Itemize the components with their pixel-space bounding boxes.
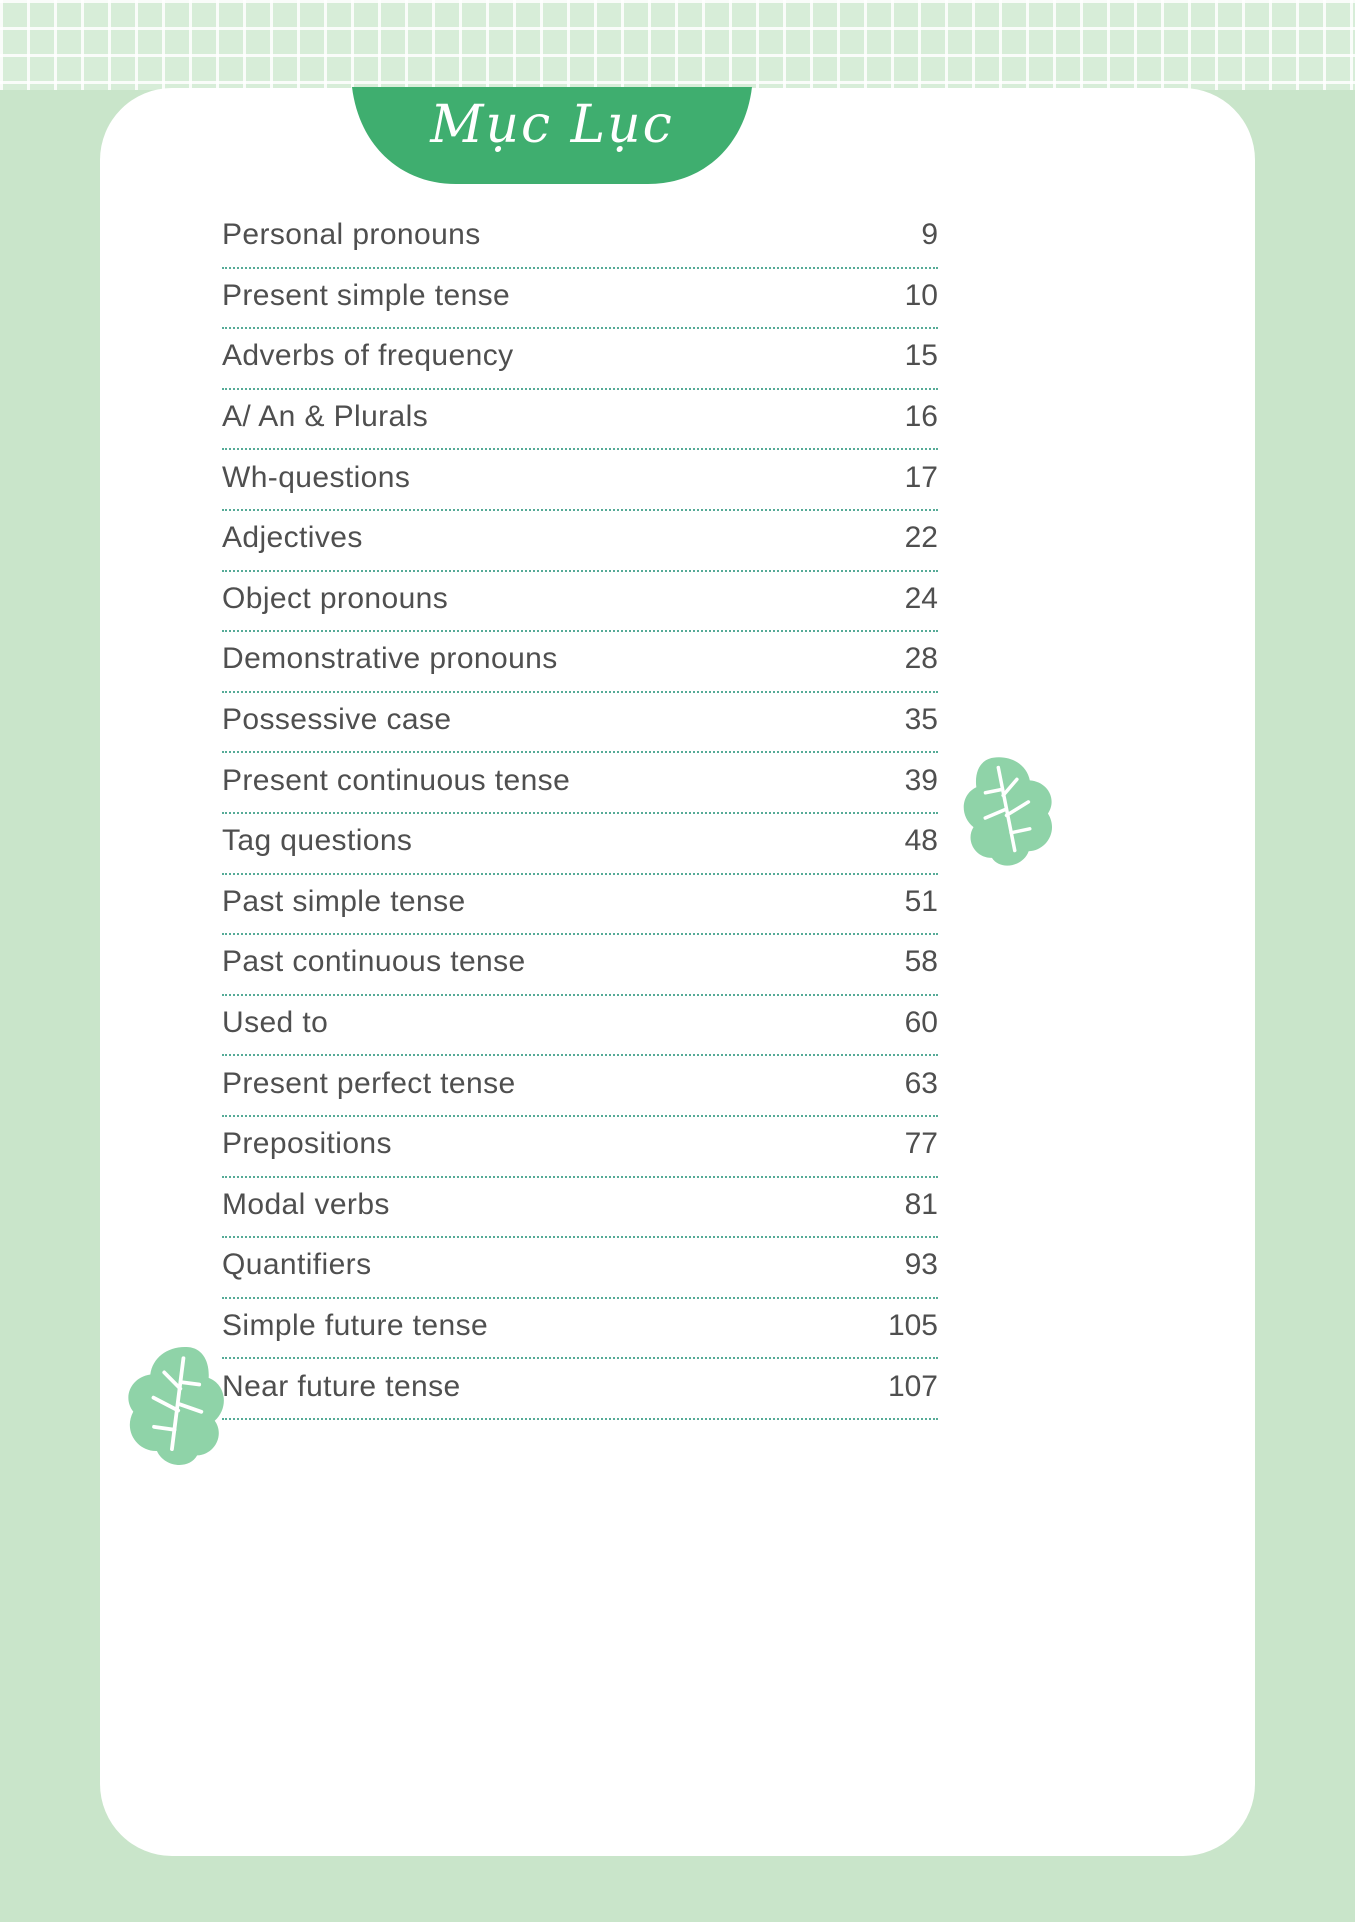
toc-row: [222, 572, 938, 633]
toc-entry-page: 105: [887, 1308, 938, 1342]
toc-entry-label: Present perfect tense: [222, 1066, 516, 1100]
title-banner: [352, 87, 752, 185]
toc-entry-page: 9: [921, 218, 938, 252]
toc-entry-page: 24: [904, 581, 938, 615]
toc-entry-label: Near future tense: [222, 1369, 461, 1403]
toc-row: [222, 1117, 938, 1178]
toc-entry-label: Quantifiers: [222, 1248, 372, 1282]
toc-entry-label: Adverbs of frequency: [222, 339, 514, 373]
toc-row: [222, 390, 938, 451]
toc-row: [222, 753, 938, 814]
toc-row: [222, 1178, 938, 1239]
grid-pattern-strip: [0, 0, 1355, 90]
toc-entry-label: Modal verbs: [222, 1187, 390, 1221]
toc-row: [222, 208, 938, 269]
toc-row: [222, 875, 938, 936]
toc-entry-label: Past simple tense: [222, 884, 466, 918]
toc-entry-label: Prepositions: [222, 1127, 392, 1161]
toc-entry-label: Present simple tense: [222, 278, 511, 312]
toc-entry-page: 10: [904, 278, 938, 312]
toc-entry-page: 81: [904, 1187, 938, 1221]
toc-row: [222, 269, 938, 330]
toc-row: [222, 693, 938, 754]
toc-entry-page: 28: [904, 642, 938, 676]
toc-entry-label: Present continuous tense: [222, 763, 571, 797]
toc-entry-label: Tag questions: [222, 824, 413, 858]
toc-entry-page: 17: [904, 460, 938, 494]
toc-entry-page: 15: [904, 339, 938, 373]
page-title: Mục Lục: [430, 95, 674, 155]
toc-entry-page: 63: [904, 1066, 938, 1100]
toc-entry-label: Possessive case: [222, 703, 452, 737]
toc-entry-page: 93: [904, 1248, 938, 1282]
toc-entry-label: Simple future tense: [222, 1308, 489, 1342]
leaf-icon: [944, 737, 1076, 882]
toc-entry-page: 39: [904, 763, 938, 797]
toc-entry-label: Demonstrative pronouns: [222, 642, 558, 676]
toc-row: [222, 511, 938, 572]
toc-entry-page: 22: [904, 521, 938, 555]
toc-entry-page: 60: [904, 1006, 938, 1040]
toc-row: [222, 1238, 938, 1299]
toc-entry-page: 107: [887, 1369, 938, 1403]
toc-row: [222, 935, 938, 996]
toc-row: [222, 329, 938, 390]
toc-entry-page: 58: [904, 945, 938, 979]
toc-list: [222, 208, 938, 1420]
toc-entry-page: 51: [904, 884, 938, 918]
toc-entry-label: Object pronouns: [222, 581, 449, 615]
toc-entry-label: Used to: [222, 1006, 329, 1040]
toc-entry-page: 77: [904, 1127, 938, 1161]
toc-row: [222, 996, 938, 1057]
toc-entry-page: 48: [904, 824, 938, 858]
content-card: [100, 88, 1255, 1856]
toc-row: [222, 1359, 938, 1420]
toc-row: [222, 1056, 938, 1117]
toc-row: [222, 814, 938, 875]
toc-entry-label: Adjectives: [222, 521, 363, 555]
toc-entry-label: Wh-questions: [222, 460, 411, 494]
toc-entry-page: 35: [904, 703, 938, 737]
leaf-icon: [104, 1328, 244, 1481]
toc-entry-label: Past continuous tense: [222, 945, 526, 979]
toc-row: [222, 1299, 938, 1360]
toc-entry-label: A/ An & Plurals: [222, 400, 429, 434]
toc-row: [222, 450, 938, 511]
toc-entry-page: 16: [904, 400, 938, 434]
toc-entry-label: Personal pronouns: [222, 218, 481, 252]
toc-row: [222, 632, 938, 693]
